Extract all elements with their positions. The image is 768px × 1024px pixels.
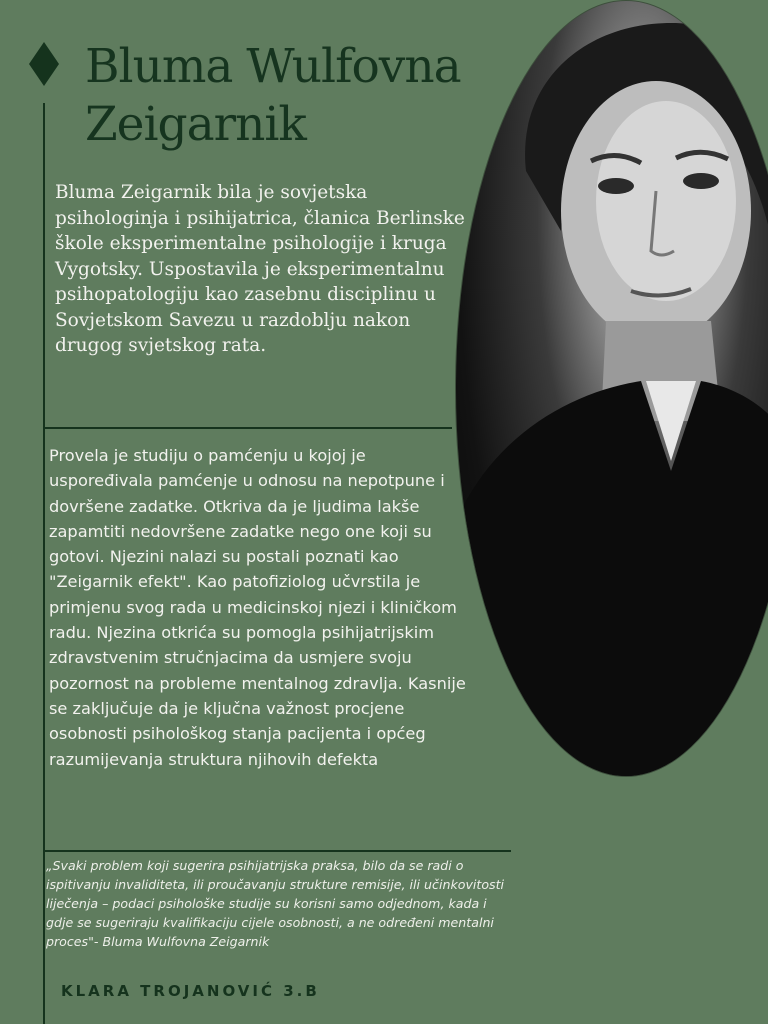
portrait-illustration <box>456 1 768 776</box>
diamond-icon <box>29 42 59 86</box>
title-line-1: Bluma Wulfovna <box>85 39 461 94</box>
portrait-photo <box>455 0 768 777</box>
title-line-2: Zeigarnik <box>85 97 306 152</box>
quote-block: „Svaki problem koji sugerira psihijatrijska praksa, bilo da se radi o ispitivanju invaliditeta, ili proučavanju strukture remisije, ili učinkovitosti liječenja – podaci psihološke studije su korisni samo odjednom, kada i gdje se sugeriraju kvalifikaciju cijele osobnosti, a ne određeni mentalni proces"- Bluma Wulfovna Zeigarnik <box>46 858 505 949</box>
intro-paragraph: Bluma Zeigarnik bila je sovjetska psihologinja i psihijatrica, članica Berlinske škole eksperimentalne psihologije i kruga Vygotsky. Uspostavila je eksperimentalnu psihopatologiju kao zasebnu disciplinu u Sovjetskom Savezu u razdoblju nakon drugog svjetskog rata. <box>55 182 465 356</box>
page-title <box>85 38 461 154</box>
divider-bottom <box>45 850 511 852</box>
vertical-divider <box>43 103 45 1024</box>
body-paragraph: Provela je studiju o pamćenju u kojoj je uspoređivala pamćenje u odnosu na nepotpune i dovršene zadatke. Otkriva da je ljudima lakše zapamtiti nedovršene zadatke nego one koji su gotovi. Njezini nalazi su postali poznati kao "Zeigarnik efekt". Kao patofiziolog učvrstila je primjenu svog rada u medicinskoj njezi i kliničkom radu. Njezina otkrića su pomogla psihijatrijskim zdravstvenim stručnjacima da usmjere svoju pozornost na probleme mentalnog zdravlja. Kasnije se zaključuje da je ključna važnost procjene osobnosti psihološkog stanja pacijenta i općeg razumijevanja struktura njihovih defekta <box>49 446 466 769</box>
author-credit: KLARA TROJANOVIĆ 3.B <box>61 982 320 1000</box>
divider-top <box>45 427 452 429</box>
